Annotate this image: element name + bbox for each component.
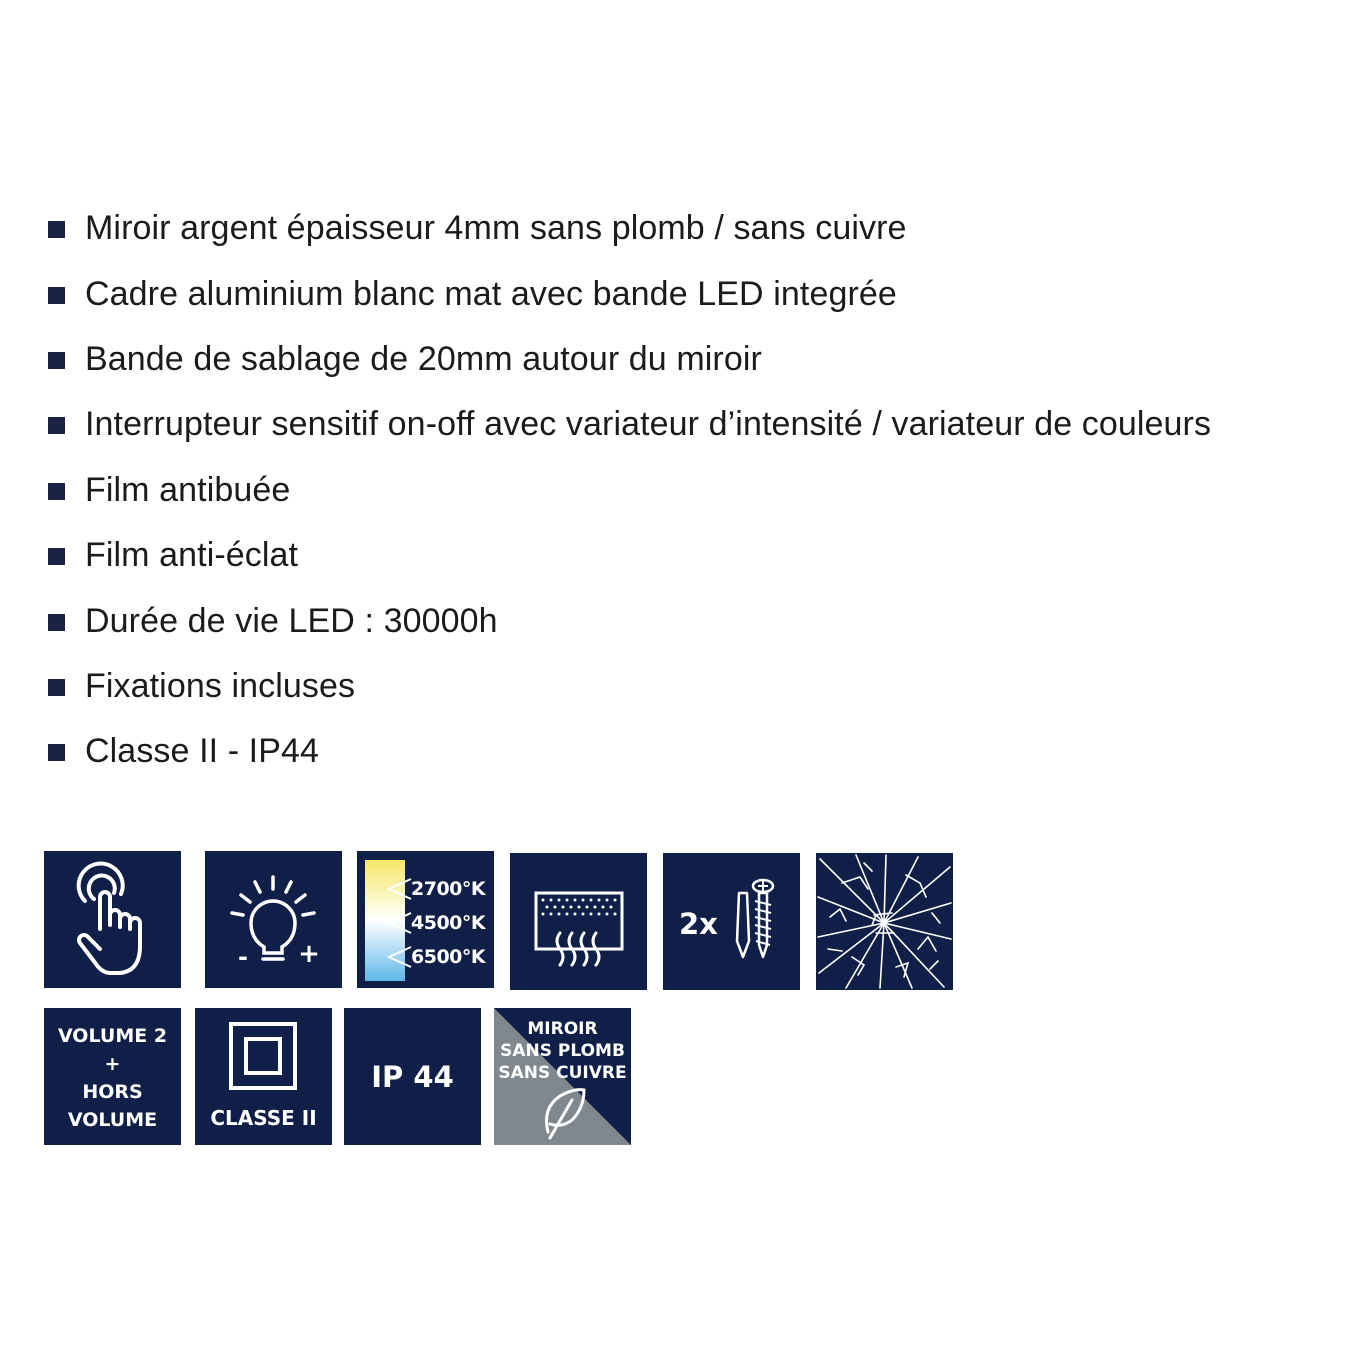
feature-text: Film anti-éclat — [85, 536, 299, 575]
feature-item — [48, 588, 1211, 653]
volume-line-4: VOLUME — [67, 1109, 158, 1131]
touch-hand-icon — [44, 851, 181, 988]
bullet-square — [48, 744, 65, 761]
classe-ii-label: CLASSE II — [210, 1106, 317, 1130]
bullet-square — [48, 679, 65, 696]
temp-2700-label: 2700°K — [411, 878, 486, 900]
plus-label: + — [298, 939, 320, 969]
feature-text: Interrupteur sensitif on-off avec variateur d’intensité / variateur de couleurs — [85, 405, 1212, 444]
feature-item — [48, 196, 1211, 261]
feature-text: Miroir argent épaisseur 4mm sans plomb / sans cuivre — [85, 209, 907, 248]
minus-label: - — [238, 943, 248, 971]
anti-fog-icon — [510, 853, 647, 990]
eco-text — [494, 1018, 631, 1084]
feature-text: Classe II - IP44 — [85, 732, 320, 771]
feature-item — [48, 327, 1211, 392]
feature-item — [48, 719, 1211, 784]
bullet-square — [48, 417, 65, 434]
shattered-glass-icon — [816, 853, 953, 990]
fixings-tile — [663, 853, 800, 990]
temp-4500-label: 4500°K — [411, 912, 486, 934]
feature-text: Cadre aluminium blanc mat avec bande LED integrée — [85, 274, 897, 313]
feature-item — [48, 458, 1211, 523]
feature-text: Fixations incluses — [85, 666, 356, 705]
bullet-square — [48, 352, 65, 369]
anti-fog-tile — [510, 853, 647, 990]
bullet-square — [48, 483, 65, 500]
eco-mirror-tile — [494, 1008, 631, 1145]
feature-list — [48, 196, 1211, 785]
bullet-square — [48, 614, 65, 631]
classe-ii-tile — [195, 1008, 332, 1145]
color-temperature-tile — [357, 851, 494, 988]
volume-line-2: + — [104, 1053, 121, 1075]
bulb-dimmer-icon — [205, 851, 342, 988]
feature-item — [48, 523, 1211, 588]
ip44-label: IP 44 — [371, 1060, 454, 1094]
feature-item — [48, 392, 1211, 457]
bullet-square — [48, 221, 65, 238]
ip44-tile — [344, 1008, 481, 1145]
fixings-count-label: 2x — [679, 907, 718, 941]
volume-line-1: VOLUME 2 — [57, 1025, 168, 1047]
volume-text — [44, 1022, 181, 1134]
touch-switch-tile — [44, 851, 181, 988]
anti-shatter-tile — [816, 853, 953, 990]
volume-line-3: HORS — [82, 1081, 143, 1103]
temp-6500-label: 6500°K — [411, 946, 486, 968]
feature-text: Bande de sablage de 20mm autour du miroir — [85, 339, 762, 378]
feature-item — [48, 261, 1211, 326]
feature-text: Film antibuée — [85, 470, 291, 509]
feature-text: Durée de vie LED : 30000h — [85, 601, 498, 640]
eco-line-3: SANS CUIVRE — [498, 1063, 627, 1083]
eco-line-2: SANS PLOMB — [500, 1041, 625, 1061]
feature-item — [48, 654, 1211, 719]
dimmer-tile — [205, 851, 342, 988]
bullet-square — [48, 548, 65, 565]
bullet-square — [48, 287, 65, 304]
eco-line-1: MIROIR — [527, 1019, 598, 1039]
volume-tile — [44, 1008, 181, 1145]
